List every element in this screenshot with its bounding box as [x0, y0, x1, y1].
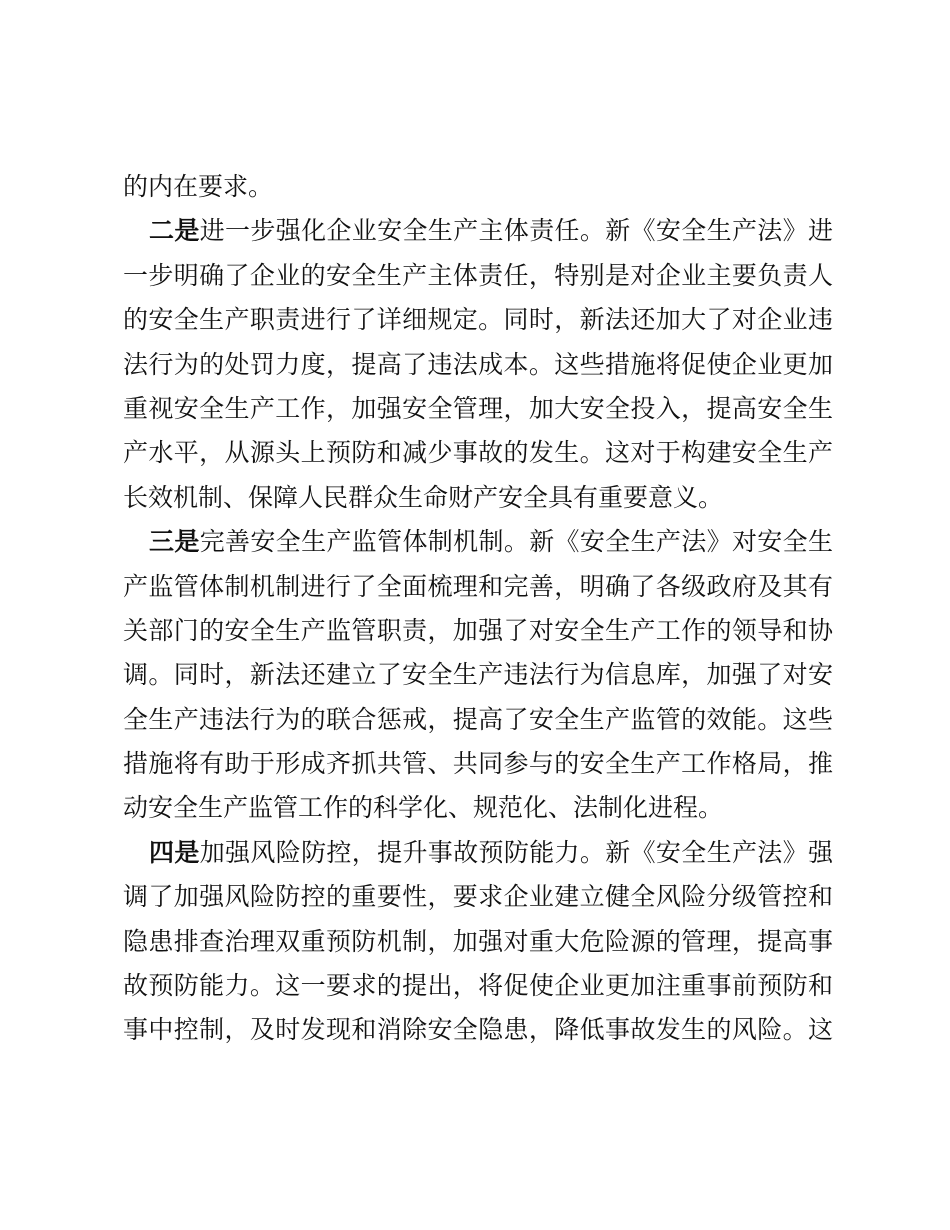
- document-page: [123, 165, 833, 1053]
- text-line: [123, 698, 833, 742]
- text-line: [123, 653, 833, 697]
- line-text: 法行为的处罚力度，提高了违法成本。这些措施将促使企业更加: [123, 349, 833, 379]
- text-line: [123, 298, 833, 342]
- line-text: 长效机制、保障人民群众生命财产安全具有重要意义。: [123, 482, 724, 512]
- line-text: 隐患排查治理双重预防机制，加强对重大危险源的管理，提高事: [123, 926, 833, 956]
- text-line: [123, 742, 833, 786]
- text-line: [123, 254, 833, 298]
- line-text: 的安全生产职责进行了详细规定。同时，新法还加大了对企业违: [123, 305, 833, 335]
- text-line: [123, 786, 833, 830]
- text-line: [123, 387, 833, 431]
- line-text: 产水平，从源头上预防和减少事故的发生。这对于构建安全生产: [123, 438, 833, 468]
- text-line: [123, 565, 833, 609]
- text-line: [123, 609, 833, 653]
- paragraph-lead: 二是: [149, 216, 200, 246]
- line-text: 的内在要求。: [123, 172, 274, 201]
- text-line: [123, 1008, 833, 1052]
- line-text: 动安全生产监管工作的科学化、规范化、法制化进程。: [123, 793, 724, 823]
- line-text: 重视安全生产工作，加强安全管理，加大安全投入，提高安全生: [123, 393, 833, 423]
- line-text: 事中控制，及时发现和消除安全隐患，降低事故发生的风险。这: [123, 1015, 833, 1045]
- text-line: [123, 209, 833, 253]
- line-text: 全生产违法行为的联合惩戒，提高了安全生产监管的效能。这些: [123, 704, 833, 734]
- paragraph: [123, 165, 833, 209]
- line-text: 调了加强风险防控的重要性，要求企业建立健全风险分级管控和: [123, 882, 833, 912]
- line-text: 产监管体制机制进行了全面梳理和完善，明确了各级政府及其有: [123, 571, 833, 601]
- paragraph-lead: 三是: [149, 527, 200, 557]
- paragraph: [123, 831, 833, 1053]
- line-text: 进一步强化企业安全生产主体责任。新《安全生产法》进: [199, 216, 833, 246]
- line-text: 调。同时，新法还建立了安全生产违法行为信息库，加强了对安: [123, 660, 833, 690]
- line-text: 故预防能力。这一要求的提出，将促使企业更加注重事前预防和: [123, 971, 833, 1001]
- text-line: [123, 920, 833, 964]
- text-line: [123, 875, 833, 919]
- text-line: [123, 343, 833, 387]
- line-text: 一步明确了企业的安全生产主体责任，特别是对企业主要负责人: [123, 260, 833, 290]
- line-text: 完善安全生产监管体制机制。新《安全生产法》对安全生: [199, 527, 833, 557]
- line-text: 关部门的安全生产监管职责，加强了对安全生产工作的领导和协: [123, 615, 833, 645]
- line-text: 加强风险防控，提升事故预防能力。新《安全生产法》强: [199, 837, 833, 867]
- text-line: [123, 831, 833, 875]
- text-line: [123, 165, 833, 209]
- text-line: [123, 964, 833, 1008]
- text-line: [123, 431, 833, 475]
- paragraph: [123, 520, 833, 831]
- text-line: [123, 476, 833, 520]
- line-text: 措施将有助于形成齐抓共管、共同参与的安全生产工作格局，推: [123, 749, 833, 779]
- text-line: [123, 520, 833, 564]
- paragraph: [123, 209, 833, 520]
- paragraph-lead: 四是: [149, 837, 200, 867]
